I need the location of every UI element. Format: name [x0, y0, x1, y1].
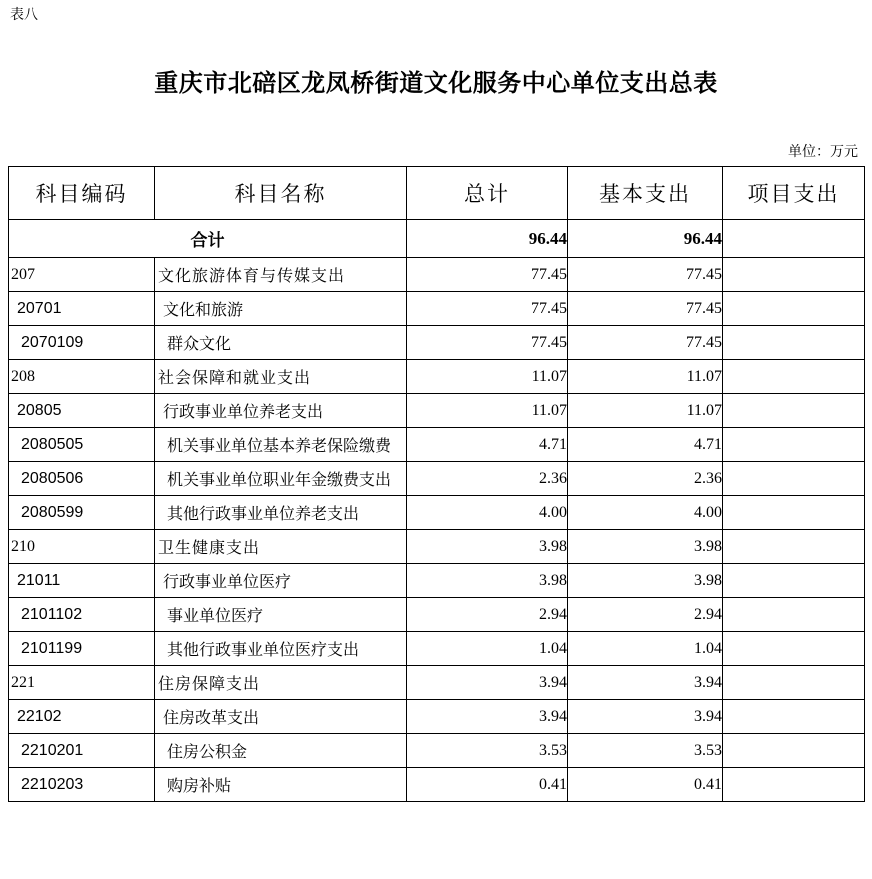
row-basic: 3.98: [568, 564, 723, 598]
table-row: [9, 700, 865, 734]
table-row: [9, 530, 865, 564]
row-name: 社会保障和就业支出: [155, 360, 407, 394]
row-code: 2080505: [9, 428, 155, 462]
row-total: 0.41: [407, 768, 568, 802]
total-row: [9, 220, 865, 258]
row-name: 行政事业单位医疗: [155, 564, 407, 598]
row-project: [723, 598, 865, 632]
row-code: 2080506: [9, 462, 155, 496]
row-code: 208: [9, 360, 155, 394]
row-project: [723, 632, 865, 666]
table-row: [9, 666, 865, 700]
row-code: 2070109: [9, 326, 155, 360]
row-basic: 77.45: [568, 258, 723, 292]
table-row: [9, 258, 865, 292]
row-basic: 4.00: [568, 496, 723, 530]
table-row: [9, 394, 865, 428]
row-project: [723, 258, 865, 292]
row-basic: 2.36: [568, 462, 723, 496]
row-total: 4.00: [407, 496, 568, 530]
row-basic: 3.53: [568, 734, 723, 768]
column-header-total: 总计: [407, 167, 568, 220]
row-name: 住房保障支出: [155, 666, 407, 700]
row-name: 群众文化: [155, 326, 407, 360]
expenditure-table: [8, 166, 865, 802]
row-basic: 11.07: [568, 394, 723, 428]
row-total: 2.94: [407, 598, 568, 632]
table-body: [9, 220, 865, 802]
table-row: [9, 462, 865, 496]
row-name: 文化和旅游: [155, 292, 407, 326]
page-title: 重庆市北碚区龙凤桥街道文化服务中心单位支出总表: [154, 68, 718, 97]
row-project: [723, 394, 865, 428]
table-row: [9, 564, 865, 598]
row-name: 其他行政事业单位养老支出: [155, 496, 407, 530]
row-total: 4.71: [407, 428, 568, 462]
table-row: [9, 768, 865, 802]
row-name: 事业单位医疗: [155, 598, 407, 632]
row-name: 文化旅游体育与传媒支出: [155, 258, 407, 292]
table-row: [9, 360, 865, 394]
row-project: [723, 496, 865, 530]
row-code: 2210203: [9, 768, 155, 802]
row-total: 11.07: [407, 394, 568, 428]
unit-label: 单位：万元: [788, 144, 858, 160]
row-total: 11.07: [407, 360, 568, 394]
row-project: [723, 700, 865, 734]
column-header-project: 项目支出: [723, 167, 865, 220]
row-project: [723, 564, 865, 598]
row-total: 77.45: [407, 292, 568, 326]
row-project: [723, 734, 865, 768]
row-total: 3.98: [407, 530, 568, 564]
table-row: [9, 292, 865, 326]
row-project: [723, 666, 865, 700]
row-project: [723, 292, 865, 326]
row-name: 卫生健康支出: [155, 530, 407, 564]
table-number-label: 表八: [10, 7, 38, 23]
table-row: [9, 496, 865, 530]
table-row: [9, 326, 865, 360]
total-project: [723, 220, 865, 258]
row-total: 3.94: [407, 666, 568, 700]
row-total: 77.45: [407, 258, 568, 292]
row-code: 20701: [9, 292, 155, 326]
row-name: 行政事业单位养老支出: [155, 394, 407, 428]
row-name: 机关事业单位基本养老保险缴费: [155, 428, 407, 462]
row-basic: 3.94: [568, 666, 723, 700]
row-total: 3.53: [407, 734, 568, 768]
row-basic: 3.98: [568, 530, 723, 564]
row-project: [723, 462, 865, 496]
row-code: 2101102: [9, 598, 155, 632]
row-name: 其他行政事业单位医疗支出: [155, 632, 407, 666]
row-code: 207: [9, 258, 155, 292]
table-row: [9, 428, 865, 462]
row-total: 3.98: [407, 564, 568, 598]
row-code: 22102: [9, 700, 155, 734]
total-sum: 96.44: [407, 220, 568, 258]
column-header-basic: 基本支出: [568, 167, 723, 220]
row-project: [723, 360, 865, 394]
table-row: [9, 632, 865, 666]
row-code: 210: [9, 530, 155, 564]
row-code: 21011: [9, 564, 155, 598]
row-total: 1.04: [407, 632, 568, 666]
row-basic: 77.45: [568, 326, 723, 360]
row-code: 2210201: [9, 734, 155, 768]
row-code: 221: [9, 666, 155, 700]
row-total: 3.94: [407, 700, 568, 734]
row-basic: 1.04: [568, 632, 723, 666]
row-code: 2080599: [9, 496, 155, 530]
column-header-code: 科目编码: [9, 167, 155, 220]
row-total: 77.45: [407, 326, 568, 360]
row-basic: 4.71: [568, 428, 723, 462]
total-label: 合计: [9, 220, 407, 258]
row-code: 20805: [9, 394, 155, 428]
row-name: 住房改革支出: [155, 700, 407, 734]
table-row: [9, 598, 865, 632]
column-header-name: 科目名称: [155, 167, 407, 220]
table-header-row: [9, 167, 865, 220]
row-project: [723, 428, 865, 462]
row-basic: 77.45: [568, 292, 723, 326]
table-row: [9, 734, 865, 768]
row-name: 购房补贴: [155, 768, 407, 802]
row-name: 机关事业单位职业年金缴费支出: [155, 462, 407, 496]
row-project: [723, 530, 865, 564]
row-code: 2101199: [9, 632, 155, 666]
row-project: [723, 768, 865, 802]
row-name: 住房公积金: [155, 734, 407, 768]
row-basic: 3.94: [568, 700, 723, 734]
total-basic: 96.44: [568, 220, 723, 258]
row-basic: 0.41: [568, 768, 723, 802]
row-basic: 2.94: [568, 598, 723, 632]
row-basic: 11.07: [568, 360, 723, 394]
row-project: [723, 326, 865, 360]
row-total: 2.36: [407, 462, 568, 496]
